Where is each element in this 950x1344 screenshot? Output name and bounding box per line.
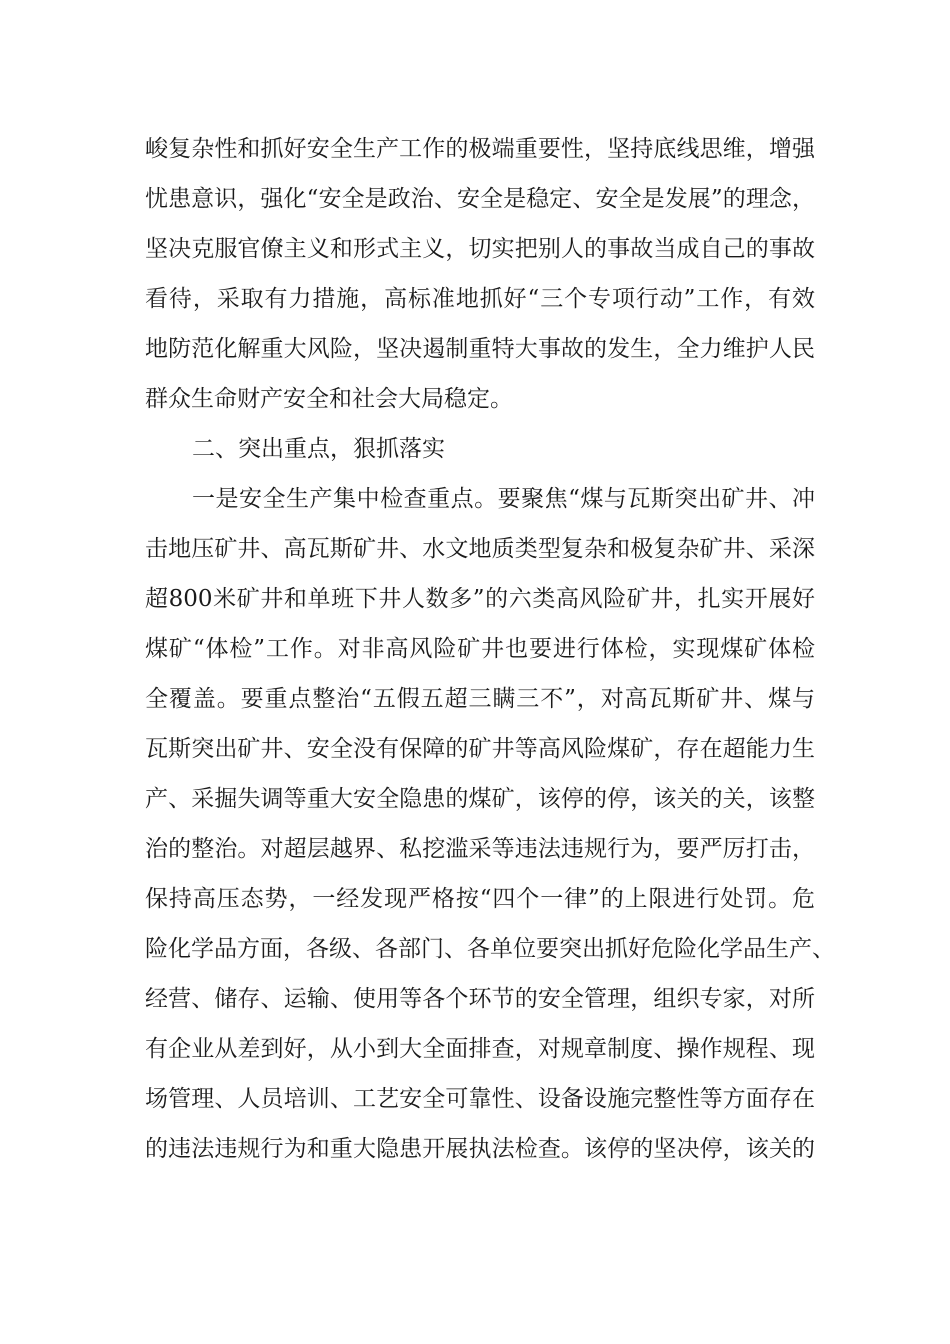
text-line: 地防范化解重大风险，坚决遏制重特大事故的发生，全力维护人民 <box>145 336 815 362</box>
text-line: 全覆盖。要重点整治“五假五超三瞒三不”，对高瓦斯矿井、煤与 <box>145 686 815 712</box>
text-line: 险化学品方面，各级、各部门、各单位要突出抓好危险化学品生产、 <box>145 936 835 962</box>
text-line: 产、采掘失调等重大安全隐患的煤矿，该停的停，该关的关，该整 <box>145 786 815 812</box>
text-line: 峻复杂性和抓好安全生产工作的极端重要性，坚持底线思维，增强 <box>145 136 815 162</box>
text-line: 一是安全生产集中检查重点。要聚焦“煤与瓦斯突出矿井、冲 <box>192 486 815 512</box>
text-line: 经营、储存、运输、使用等各个环节的安全管理，组织专家，对所 <box>145 986 815 1012</box>
text-line: 治的整治。对超层越界、私挖滥采等违法违规行为，要严厉打击， <box>145 836 815 862</box>
text-line: 群众生命财产安全和社会大局稳定。 <box>145 386 513 412</box>
text-line: 保持高压态势，一经发现严格按“四个一律”的上限进行处罚。危 <box>145 886 815 912</box>
text-line: 煤矿“体检”工作。对非高风险矿井也要进行体检，实现煤矿体检 <box>145 636 815 662</box>
text-line: 坚决克服官僚主义和形式主义，切实把别人的事故当成自己的事故 <box>145 236 815 262</box>
text-line: 超800米矿井和单班下井人数多”的六类高风险矿井，扎实开展好 <box>145 586 815 612</box>
text-line: 看待，采取有力措施，高标准地抓好“三个专项行动”工作，有效 <box>145 286 815 312</box>
text-line: 场管理、人员培训、工艺安全可靠性、设备设施完整性等方面存在 <box>145 1086 815 1112</box>
text-line: 的违法违规行为和重大隐患开展执法检查。该停的坚决停，该关的 <box>145 1136 815 1162</box>
section-heading: 二、突出重点，狠抓落实 <box>192 436 445 462</box>
text-line: 忧患意识，强化“安全是政治、安全是稳定、安全是发展”的理念， <box>145 186 815 212</box>
text-line: 有企业从差到好，从小到大全面排查，对规章制度、操作规程、现 <box>145 1036 815 1062</box>
text-line: 瓦斯突出矿井、安全没有保障的矿井等高风险煤矿，存在超能力生 <box>145 736 815 762</box>
text-line: 击地压矿井、高瓦斯矿井、水文地质类型复杂和极复杂矿井、采深 <box>145 536 815 562</box>
